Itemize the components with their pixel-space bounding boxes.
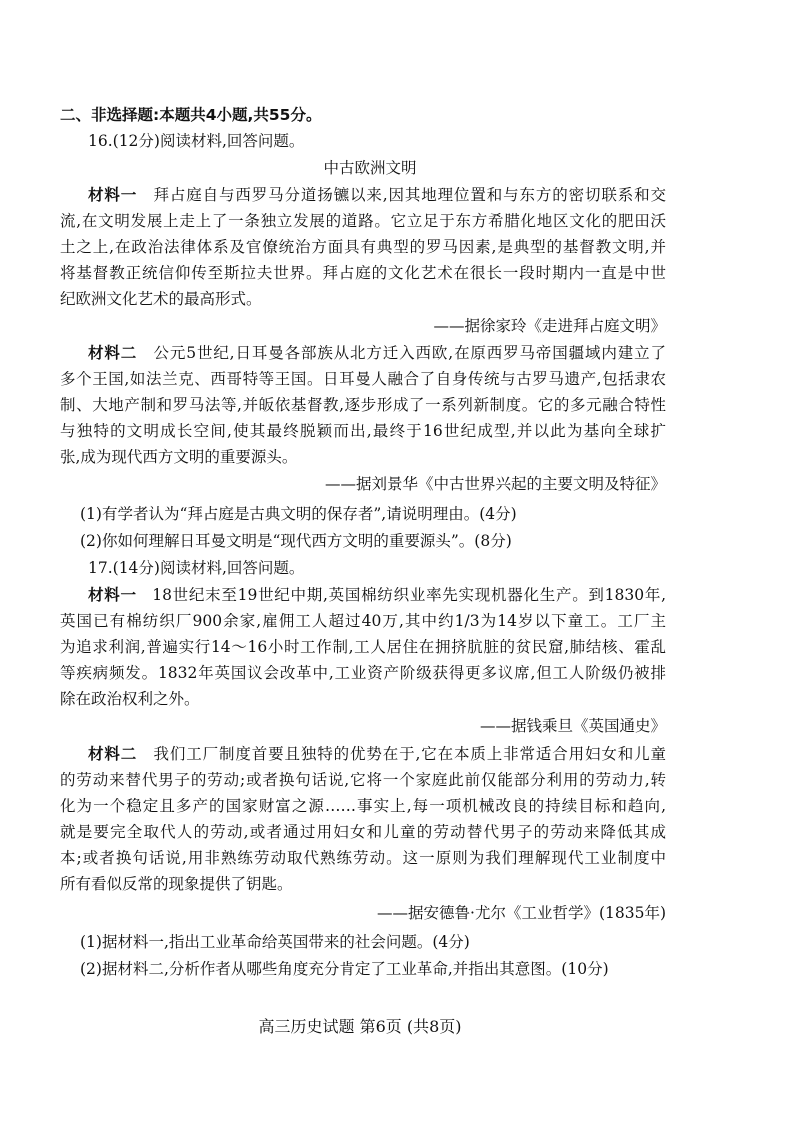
- q17-stem: 17.(14分)阅读材料,回答问题。: [88, 559, 305, 577]
- q16-m1-line-1: 材料一 拜占庭自与西罗马分道扬镳以来,因其地理位置和与东方的密切联系和交: [88, 186, 666, 204]
- q17-m2-line-4: 就是要完全取代人的劳动,或者通过用妇女和儿童的劳动替代男子的劳动来降低其成: [60, 823, 666, 841]
- q16-m1-line-5: 纪欧洲文化艺术的最高形式。: [60, 290, 262, 308]
- page-footer: 高三历史试题 第6页 (共8页): [258, 1017, 462, 1036]
- q17-m2-line-6: 所有看似反常的现象提供了钥匙。: [60, 875, 293, 893]
- q17-m1-label: 材料一: [88, 586, 137, 604]
- q17-m1-line-5: 除在政治权利之外。: [60, 690, 200, 708]
- q17-m2-line-3: 化为一个稳定且多产的国家财富之源……事实上,每一项机械改良的持续目标和趋向,: [60, 797, 666, 815]
- q16-m2-source: ——据刘景华《中古世界兴起的主要文明及特征》: [324, 475, 666, 493]
- q17-question-1: (1)据材料一,指出工业革命给英国带来的社会问题。(4分): [80, 933, 470, 951]
- q16-m1-line-3: 土之上,在政治法律体系及官僚统治方面具有典型的罗马因素,是典型的基督教文明,并: [60, 238, 666, 256]
- q16-m2-line-3: 制、大地产制和罗马法等,并皈依基督教,逐步形成了一系列新制度。它的多元融合特性: [60, 396, 666, 414]
- q17-m1-line-2: 英国已有棉纺织厂900余家,雇佣工人超过40万,其中约1/3为14岁以下童工。工厂主: [60, 612, 666, 630]
- q16-m1-line-2: 流,在文明发展上走上了一条独立发展的道路。它立足于东方希腊化地区文化的肥田沃: [60, 212, 666, 230]
- q17-m2-line-2: 的劳动来替代男子的劳动;或者换句话说,它将一个家庭此前仅能部分利用的劳动力,转: [60, 771, 666, 789]
- q17-m1-line-4: 等疾病频发。1832年英国议会改革中,工业资产阶级获得更多议席,但工人阶级仍被排: [60, 664, 666, 682]
- q16-question-2: (2)你如何理解日耳曼文明是“现代西方文明的重要源头”。(8分): [80, 532, 512, 550]
- q16-m1-label: 材料一: [88, 186, 138, 204]
- q16-m2-label: 材料二: [88, 344, 138, 362]
- q17-m1-source: ——据钱乘旦《英国通史》: [479, 717, 666, 735]
- q16-question-1: (1)有学者认为“拜占庭是古典文明的保存者”,请说明理由。(4分): [80, 505, 517, 523]
- q16-m2-line-5: 张,成为现代西方文明的重要源头。: [60, 448, 298, 466]
- q16-m2-line-2: 多个王国,如法兰克、西哥特等王国。日耳曼人融合了自身传统与古罗马遗产,包括隶农: [60, 370, 666, 388]
- q17-m1-line-3: 为追求利润,普遍实行14～16小时工作制,工人居住在拥挤肮脏的贫民窟,肺结核、霍乱: [60, 638, 666, 656]
- q16-title: 中古欧洲文明: [323, 159, 417, 177]
- q16-m1-source: ——据徐家玲《走进拜占庭文明》: [433, 317, 666, 335]
- q17-m2-line-5: 本;或者换句话说,用非熟练劳动取代熟练劳动。这一原则为我们理解现代工业制度中: [60, 849, 666, 867]
- q17-m2-source: ——据安德鲁·尤尔《工业哲学》(1835年): [377, 904, 666, 922]
- q17-question-2: (2)据材料二,分析作者从哪些角度充分肯定了工业革命,并指出其意图。(10分): [80, 960, 609, 978]
- section-header: 二、非选择题:本题共4小题,共55分。: [60, 106, 322, 124]
- q17-m2-line-1: 材料二 我们工厂制度首要且独特的优势在于,它在本质上非常适合用妇女和儿童: [88, 745, 666, 763]
- q16-m1-line-4: 将基督教正统信仰传至斯拉夫世界。拜占庭的文化艺术在很长一段时期内一直是中世: [60, 264, 666, 282]
- q16-stem: 16.(12分)阅读材料,回答问题。: [88, 132, 305, 150]
- q16-m2-line-1: 材料二 公元5世纪,日耳曼各部族从北方迁入西欧,在原西罗马帝国疆域内建立了: [88, 344, 666, 362]
- q17-m2-label: 材料二: [88, 745, 138, 763]
- q17-m1-line-1: 材料一 18世纪末至19世纪中期,英国棉纺织业率先实现机器化生产。到1830年,: [88, 586, 666, 604]
- q16-m2-line-4: 与独特的文明成长空间,使其最终脱颖而出,最终于16世纪成型,并以此为基向全球扩: [60, 422, 666, 440]
